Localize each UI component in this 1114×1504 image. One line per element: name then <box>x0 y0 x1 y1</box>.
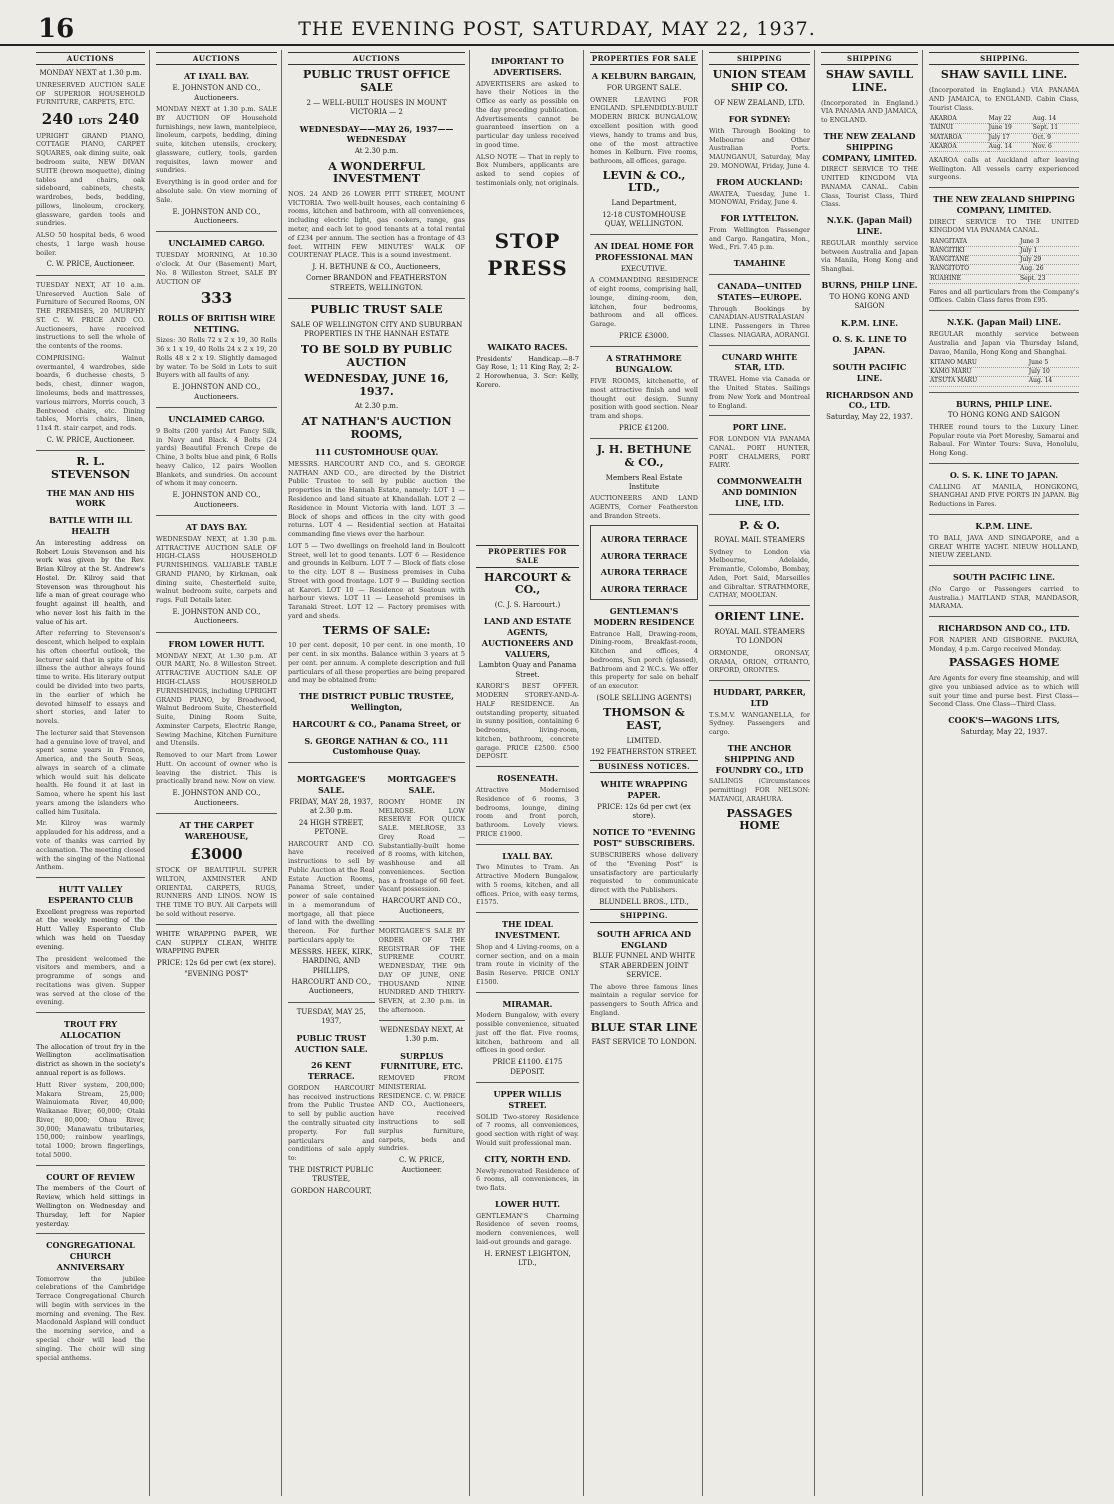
text-block: NOS. 24 AND 26 LOWER PITT STREET, MOUNT VICTORIA. Two well-built houses, each containing 6 rooms, kitchen and bathroom, with all conveniences, including electric light, gas cookers, range, gas meter, and each let to good tenants at a total rental of £234 per annum. The section has a frontage of 43 feet. WITHIN FEW MINUTES' WALK OF COURTENAY PLACE. This is a sound investment. <box>288 189 465 260</box>
text-block: TO BALI, JAVA AND SINGAPORE, and a GREAT WHITE YACHT. NIEUW HOLLAND, NIEUW ZEELAND. <box>929 533 1079 560</box>
levin-name: LEVIN & CO., LTD., <box>602 168 686 195</box>
auctioneer: E. JOHNSTON AND CO., Auctioneers. <box>172 491 261 509</box>
text-block: Mr. Kilroy was warmly applauded for his address, and a vote of thanks was carried by acclamation. The meeting closed with the singing of the National Anthem. <box>36 819 145 872</box>
agent-harcourt: HARCOURT & CO., Panama Street, or <box>292 718 461 729</box>
burns-philp: BURNS, PHILP LINE. <box>955 398 1053 409</box>
text-block: A COMMANDING RESIDENCE of eight rooms, comprising hall, lounge, dining-room, den, kitchen, four bedrooms, bathroom and all offices. Garage. <box>590 276 698 329</box>
leighton: H. ERNEST LEIGHTON, LTD., <box>484 1249 571 1268</box>
table-cell: KAMO MARU <box>929 368 1028 377</box>
auctioneer-address: Corner BRANDON and FEATHERSTON STREETS, WELLINGTON. <box>306 274 447 292</box>
auctioneer: C. W. PRICE, Auctioneer. <box>46 260 135 269</box>
text-block: MONDAY NEXT, At 1.30 p.m. AT OUR MART, No. 8 Willeston Street. ATTRACTIVE AUCTION SALE OF HIGH-CLASS HOUSEHOLD FURNISHINGS, including UPRIGHT GRAND PIANO, by Broadwood, Walnut Bedroom Suite, Chesterfield Suite, Dining Room Suite, Axminster Carpets, Electric Range, Sewing Machine, Kitchen Furniture and Utensils. <box>156 651 277 748</box>
lyall-bay-heading: LYALL BAY. <box>502 850 553 861</box>
anchor: THE ANCHOR SHIPPING AND FOUNDRY CO., LTD <box>715 742 804 775</box>
upper-willis: UPPER WILLIS STREET. <box>493 1089 562 1110</box>
table-cell: RANGITANE <box>929 256 1019 265</box>
column-1 <box>32 50 150 1496</box>
text-block: AUCTIONEERS AND LAND AGENTS, Corner Featherston and Brandon Streets. <box>590 494 698 520</box>
text-block: GORDON HARCOURT has received instructions from the Public Trustee to sell by public auction the centrally situated city property. For full particulars and conditions of sale apply to: <box>288 1083 375 1163</box>
court-body: The members of the Court of Review, which held sittings in Wellington on Wednesday and Thursday, left for Napier yesterday. <box>36 1184 145 1228</box>
passages-home: PASSAGES HOME <box>948 656 1060 670</box>
sole-agents: (SOLE SELLING AGENTS) <box>596 693 692 702</box>
text-block: UNRESERVED AUCTION SALE OF SUPERIOR HOUSEHOLD FURNITURE, CARPETS, ETC. <box>36 80 145 107</box>
price-3000: PRICE £3000. <box>619 332 669 341</box>
text-block: Modern Bungalow, with every possible convenience, situated just off the flat. Five rooms, kitchen, bathroom and all offices in good order. <box>476 1011 579 1055</box>
mortgagee-address: 24 HIGH STREET, PETONE. <box>298 818 364 837</box>
unclaimed-cargo: UNCLAIMED CARGO. <box>168 238 265 249</box>
table-cell: RANGITATA <box>929 238 1019 247</box>
port-line: PORT LINE. <box>732 422 787 433</box>
two-column-block <box>288 768 465 1198</box>
text-block: HARCOURT AND CO. have received instructions to sell by Public Auction at the Real Estate Auction Rooms, Panama Street, under power of sale contained in a memorandum of mortgage, all that piece of land with the dwelling thereon. For further particulars apply to: <box>288 839 375 944</box>
trout-title: TROUT FRY ALLOCATION <box>60 1019 121 1040</box>
table-row <box>929 359 1079 368</box>
harcourt-auctioneers: HARCOURT AND CO., Auctioneers, <box>291 978 372 996</box>
column-4 <box>472 50 584 1496</box>
text-block: SUBSCRIBERS whose delivery of the "Evening Post" is unsatisfactory are particularly requested to communicate direct with the Publishers. <box>590 851 698 895</box>
solicitors: MESSRS. HEEK, KIRK, HARDING, AND PHILLIPS, <box>289 947 373 975</box>
auctioneer: E. JOHNSTON AND CO., Auctioneers. <box>172 207 261 225</box>
osk-line: O. S. K. LINE TO JAPAN. <box>832 334 907 356</box>
agent-nathan: S. GEORGE NATHAN & CO., 111 Customhouse Quay. <box>304 735 449 757</box>
kpm-line: K.P.M. LINE. <box>840 317 899 328</box>
land-agents: LAND AND ESTATE AGENTS, AUCTIONEERS AND VALUERS, <box>481 616 574 659</box>
text-block: TUESDAY MORNING, At 10.30 o'clock. At Our (Basement) Mart, No. 8 Willeston Street, SALE BY AUCTION OF <box>156 251 277 286</box>
text-block: Tomorrow the jubilee celebrations of the Cambridge Terrace Congregational Church will begin with services in the morning and evening. The Rev. Macdonald Aspland will conduct the morning service, and a special choir will lead the singing. The choir will sing special anthems. <box>36 1274 145 1362</box>
text-block: WEDNESDAY NEXT, at 1.30 p.m. ATTRACTIVE AUCTION SALE OF HIGH-CLASS HOUSEHOLD FURNISHINGS. VALUABLE TABLE GRAND PIANO, by Kirkman, oak dining suite, Chesterfield suite, walnut bedroom suite, carpets and rugs. Full Details later. <box>156 534 277 605</box>
auction-heading: FROM LOWER HUTT. <box>168 638 265 649</box>
blue-star: BLUE STAR LINE <box>590 1020 698 1034</box>
city-north: CITY, NORTH END. <box>484 1153 571 1164</box>
table-row <box>929 377 1079 386</box>
agent-trustee-2: THE DISTRICT PUBLIC TRUSTEE, <box>288 1165 374 1184</box>
wrapping-paper: WHITE WRAPPING PAPER, WE CAN SUPPLY CLEAN, WHITE WRAPPING PAPER <box>156 929 277 956</box>
text-block: 10 per cent. deposit, 10 per cent. in one month, 10 per cent. in six months. Balance within 3 years at 5 per cent. per annum. A complete description and full particulars of all these properties are being prepared and may be obtained from: <box>288 641 465 685</box>
text-block: REGULAR monthly service between Australia and Japan via Manila, Hong Kong and Shanghai. <box>821 238 918 274</box>
text-block: (Incorporated in England.) VIA PANAMA AND JAMAICA, to ENGLAND. <box>821 98 918 125</box>
blundell: BLUNDELL BROS., LTD., <box>599 897 689 906</box>
table-row <box>929 256 1079 265</box>
auctioneer: E. JOHNSTON AND CO., Auctioneers. <box>172 383 261 401</box>
table-cell: Aug. 14 <box>1032 115 1079 124</box>
aurora: AURORA TERRACE <box>600 584 688 595</box>
union-sub: OF NEW ZEALAND, LTD. <box>714 98 805 107</box>
waikato-races: WAIKATO RACES. <box>487 341 568 352</box>
table-cell: June 19 <box>988 124 1032 133</box>
section-header-shipping: SHIPPING <box>821 52 918 65</box>
table-cell: ATSUTA MARU <box>929 377 1028 386</box>
price-1200: PRICE £1200. <box>619 423 669 432</box>
table-row <box>929 265 1079 274</box>
table-cell: Oct. 9 <box>1032 133 1079 142</box>
text-block: Removed to our Mart from Lower Hutt. On account of owner who is leaving the district. This is practically brand new. Now on view. <box>156 751 277 786</box>
text-block: REGULAR monthly service between Australia and Japan via Thursday Island, Davao, Manila, Hong Kong and Shanghai. <box>929 329 1079 356</box>
table-cell: Nov. 6 <box>1032 142 1079 151</box>
aurora: AURORA TERRACE <box>600 533 688 544</box>
text-block: The president welcomed the visitors and members, and a programme of songs and recitations was given. Supper was served at the close of the evening. <box>36 954 145 1007</box>
newspaper-title: THE EVENING POST, SATURDAY, MAY 22, 1937. <box>298 18 816 40</box>
public-trust-sale: PUBLIC TRUST SALE <box>310 303 443 317</box>
waikato-results: Presidents' Handicap.—8-7 Gay Rose, 1; 11 King Ray, 2; 2-2 Horowhenua, 3. Scr: Kelly, Korero. <box>476 354 579 389</box>
table-cell: KITANO MARU <box>929 359 1028 368</box>
column-2 <box>152 50 282 1496</box>
print-date: Saturday, May 22, 1937. <box>960 727 1048 736</box>
section-header-shipping: SHIPPING. <box>929 52 1079 65</box>
nyk-table <box>929 359 1079 386</box>
section-header-shipping: SHIPPING <box>709 52 810 65</box>
auction-time: At 2.30 p.m. <box>354 402 399 411</box>
text-block: ORMONDE, ORONSAY, ORAMA, ORION, OTRANTO, ORFORD, ORONTES. <box>709 648 810 675</box>
shaw-savill: SHAW SAVILL LINE. <box>940 68 1068 82</box>
bethune-name: J. H. BETHUNE & CO., <box>596 443 692 469</box>
orient-line: ORIENT LINE. <box>714 610 805 624</box>
wire-netting: ROLLS OF BRITISH WIRE NETTING. <box>157 312 276 334</box>
text-block: COMPRISING: Walnut overmantel, 4 wardrobes, side boards, 6 duchesse chests, 5 beds, chest, dinner wagon, linoleums, beds and mattresses, various mirrors, Morris couch, 3 Bentwood chairs, etc. Dining tables, Morris chairs, linen, 11x4 ft. stair carpet, and rods. <box>36 353 145 433</box>
text-block: CALLING AT MANILA, HONGKONG, SHANGHAI AND FIVE PORTS IN JAPAN. Big Reductions in Fares. <box>929 482 1079 509</box>
cooks: COOK'S—WAGONS LITS, <box>948 715 1060 726</box>
section-header-business: BUSINESS NOTICES. <box>590 760 698 773</box>
text-block: DIRECT SERVICE TO THE UNITED KINGDOM VIA PANAMA CANAL. Cabin Class, Tourist Class, Third Class. <box>821 165 918 209</box>
text-block: (No Cargo or Passengers carried to Australia.) MAITLAND STAR, MANDASOR, MARAMA. <box>929 584 1079 611</box>
sailings-table <box>929 115 1079 151</box>
table-cell: AKAROA <box>929 142 988 151</box>
wednesday-next: WEDNESDAY NEXT, At 1.30 p.m. <box>380 1025 464 1044</box>
public-auction: TO BE SOLD BY PUBLIC AUCTION <box>300 342 453 369</box>
table-row <box>929 133 1079 142</box>
public-trust-title: PUBLIC TRUST OFFICE SALE <box>303 68 450 95</box>
hannah-estate: SALE OF WELLINGTON CITY AND SUBURBAN PROPERTIES IN THE HANNAH ESTATE <box>290 320 463 339</box>
text-block: OWNER LEAVING FOR ENGLAND. SPLENDIDLY-BUILT MODERN BRICK BUNGALOW, excellent position with good views, handy to trams and bus, one of the most attractive homes in Kelburn. Five rooms, bathroom, all offices, garage. <box>590 95 698 166</box>
trout-body: The allocation of trout fry in the Wellington acclimatisation district as shown in the society's annual report is as follows. <box>36 1042 145 1077</box>
table-cell: Aug. 14 <box>988 142 1032 151</box>
wire-lots: 333 <box>200 289 233 308</box>
roseneath-heading: ROSENEATH. <box>497 773 558 784</box>
price-line: PRICE: 12s 6d per cwt (ex store). <box>157 959 276 968</box>
harcourt-auctioneers: HARCOURT AND CO., Auctioneers, <box>381 897 462 915</box>
column-6 <box>705 50 815 1496</box>
auctioneer: C. W. PRICE, Auctioneer. <box>46 435 135 444</box>
auction-date-3: TUESDAY, MAY 25, 1937, <box>296 1007 366 1026</box>
price-cash: PRICE £1100. £175 DEPOSIT. <box>492 1058 563 1076</box>
esperanto-body: Excellent progress was reported at the weekly meeting of the Hutt Valley Esperanto Club which was held on Tuesday evening. <box>36 907 145 951</box>
text-block: The above three famous lines maintain a regular service for passengers to South Africa and England. <box>590 982 698 1017</box>
text-block: Two Minutes to Tram. An Attractive Modern Bungalow, with 5 rooms, kitchen, and all offices. Price, with easy terms, £1575. <box>476 863 579 907</box>
text-block: Hutt River system, 200,000; Makara Stream, 25,000; Wainuiomata River, 40,000; Waikanae River, 60,000; Otaki River, 80,000; Ohau River, 30,000; Manawatu tributaries, 150,000; rainbow yearlings, total 1000; brown fingerlings, total 5000. <box>36 1080 145 1159</box>
mortgagee-title: MORTGAGEE'S SALE. <box>296 774 366 795</box>
text-block: SAILINGS (Circumstances permitting) FOR NELSON: MATANGI, ARAHURA. <box>709 777 810 803</box>
blank-space <box>476 393 579 543</box>
auction-line: MONDAY NEXT at 1.30 p.m. <box>39 69 142 78</box>
nz-shipping: THE NEW ZEALAND SHIPPING COMPANY, LIMITED. <box>822 131 917 163</box>
shaw-savill: SHAW SAVILL LINE. <box>825 68 914 95</box>
table-cell: May 22 <box>988 115 1032 124</box>
article-title: R. L. STEVENSON <box>50 455 131 481</box>
auction-venue: AT NATHAN'S AUCTION ROOMS, <box>301 414 452 441</box>
text-block: ADVERTISERS are asked to have their Notices in the Office as early as possible on the day preceding publication. Advertisements cannot be guaranteed insertion on a particular day unless received in good time. <box>476 79 579 149</box>
for-sydney: FOR SYDNEY: <box>728 114 791 125</box>
text-block: TRAVEL Home via Canada or the United States. Sailings from New York and Montreal to England. <box>709 375 810 410</box>
church-title: CONGREGATIONAL CHURCH ANNIVERSARY <box>46 1240 135 1272</box>
text-block: Sizes: 30 Rolls 72 x 2 x 19, 30 Rolls 36 x 1 x 19, 40 Rolls 24 x 2 x 19, 20 Rolls 48 x 2 x 19. Slightly damaged by water. To be Sold in Lots to suit Buyers with all faults of any. <box>156 336 277 380</box>
for-lyttelton: FOR LYTTELTON. <box>720 213 799 224</box>
auction-date-2: WEDNESDAY, JUNE 16, 1937. <box>304 372 449 398</box>
table-cell: RUAHINE <box>929 274 1019 283</box>
text-block: LOT 5 — Two dwellings on freehold land in Boulcott Street, well let to good tenants. LOT 6 — Residence and grounds in Kelburn. LOT 7 — Block of flats close to the city. LOT 8 — Business premises in Cuba Street with good frontage. LOT 9 — Building section at Karori. LOT 10 — Residence at Seatoun with harbour views. LOT 11 — Leasehold premises in Taranaki Street. LOT 12 — Factory premises with yard and sheds. <box>288 541 465 620</box>
section-header-shipping: SHIPPING. <box>590 909 698 922</box>
passages-home: PASSAGES HOME <box>726 806 793 833</box>
harcourt-address: Lambton Quay and Panama Street. <box>478 661 577 679</box>
text-block: Newly-renovated Residence of 6 rooms, all conveniences, in two flats. <box>476 1166 579 1193</box>
strathmore: A STRATHMORE BUNGALOW. <box>606 353 682 375</box>
text-block: FIVE ROOMS, kitchenette, of most attractive finish and well thought out design. Sunny position with good section. Near tram and shops. <box>590 377 698 421</box>
text-block: KARORI'S BEST OFFER. MODERN STOREY-AND-A-HALF RESIDENCE. An outstanding property, situated in sunny position, containing 6 bedrooms, living-room, kitchen, bathroom, concrete garage. PRICE £2500. £500 DEPOSIT. <box>476 682 579 761</box>
table-row <box>929 115 1079 124</box>
table-row <box>929 247 1079 256</box>
section-header-auctions: AUCTIONS <box>36 52 145 65</box>
auction-sale-title: PUBLIC TRUST AUCTION SALE. <box>294 1032 368 1054</box>
thomson-sub: LIMITED. <box>626 736 662 745</box>
table-cell: TAINUI <box>929 124 988 133</box>
kelburn-sub: FOR URGENT SALE. <box>606 84 682 93</box>
text-block: FOR LONDON VIA PANAMA CANAL. PORT HUNTER, PORT CHALMERS, PORT FAIRY. <box>709 435 810 470</box>
text-block: 9 Bolts (200 yards) Art Fancy Silk, in Navy and Black. 4 Bolts (24 yards) Beautiful French Crepe de Chine, 3 bolts blue and pink, 6 Rolls heavy Calico, 12 pairs Woollen Blankets, and sundries. On account of whom it may concern. <box>156 426 277 488</box>
tamahine: TAMAHINE <box>733 258 786 269</box>
public-trust-subtitle: 2 — WELL-BUILT HOUSES IN MOUNT VICTORIA — 2 <box>306 98 447 117</box>
po-line: P. & O. <box>739 518 780 532</box>
auction-time: At 2.30 p.m. <box>354 147 399 156</box>
text-block: GENTLEMAN'S Charming Residence of seven rooms, modern conveniences, well laid-out grounds and garage. <box>476 1211 579 1246</box>
royal-mail: ROYAL MAIL STEAMERS <box>714 536 805 545</box>
thomson-address: 192 FEATHERSTON STREET. <box>591 748 697 757</box>
text-block: AWATEA, Tuesday, June 1. MONOWAI, Friday, June 4. <box>709 189 810 207</box>
table-row <box>929 124 1079 133</box>
stop-press: STOP PRESS <box>487 228 568 280</box>
residence-heading: GENTLEMAN'S MODERN RESIDENCE <box>593 605 695 627</box>
table-cell: July 10 <box>1028 368 1079 377</box>
section-header-properties: PROPERTIES FOR SALE <box>590 52 698 65</box>
surplus-title: SURPLUS FURNITURE, ETC. <box>380 1050 464 1072</box>
kpm-line: K.P.M. LINE. <box>975 520 1033 531</box>
auction-heading: AT DAYS BAY. <box>185 522 248 533</box>
column-5 <box>586 50 703 1496</box>
table-cell: Aug. 14 <box>1028 377 1079 386</box>
blue-star-sub: FAST SERVICE TO LONDON. <box>591 1038 697 1047</box>
south-pacific: SOUTH PACIFIC LINE. <box>832 361 907 383</box>
text-block: (Incorporated in England.) VIA PANAMA AND JAMAICA, to ENGLAND. Cabin Class, Tourist Class. <box>929 86 1079 112</box>
union-steam: UNION STEAM SHIP CO. <box>712 68 807 95</box>
auctioneer: E. JOHNSTON AND CO., Auctioneers. <box>172 789 261 807</box>
burns-philp: BURNS, PHILP LINE. <box>821 279 918 290</box>
text-block: Attractive Modernised Residence of 6 rooms, 3 bedrooms, lounge, dining room and front porch, bathroom. Lovely views. PRICE £1900. <box>476 785 579 838</box>
auction-venue-address: 111 CUSTOMHOUSE QUAY. <box>314 447 439 458</box>
auctioneer: J. H. BETHUNE & CO., Auctioneers, <box>312 263 441 272</box>
blue-funnel: BLUE FUNNEL AND WHITE STAR ABERDEEN JOINT SERVICE. <box>592 952 696 980</box>
aurora: AURORA TERRACE <box>600 550 688 561</box>
auction-date: WEDNESDAY——MAY 26, 1937——WEDNESDAY <box>299 123 454 145</box>
nyk-line: N.Y.K. (Japan Mail) LINE. <box>947 317 1061 328</box>
royal-mail-2: ROYAL MAIL STEAMERS TO LONDON <box>714 627 805 646</box>
table-row <box>929 238 1079 247</box>
bethune-sub: Members Real Estate Institute <box>605 473 683 492</box>
article-body: An interesting address on Robert Louis Stevenson and his work was given by the Rev. Brian Kilroy at the St. Andrew's Hostel. Dr. Kilroy said that Stevenson was throughout his life a man of great courage who fought against ill health, and who never lost his faith in the value of his art. <box>36 538 145 626</box>
harcourt-name: HARCOURT & CO., <box>484 570 571 597</box>
stock-value: £3000 <box>190 844 243 863</box>
table-cell: Sept. 23 <box>1019 274 1079 283</box>
article-subtitle-2: BATTLE WITH ILL HEALTH <box>49 515 132 536</box>
table-cell: AKAROA <box>929 115 988 124</box>
huddart: HUDDART, PARKER, LTD <box>713 687 806 708</box>
from-auckland: FROM AUCKLAND: <box>716 176 803 187</box>
text-block: T.S.M.V. WANGANELLA, for Sydney. Passengers and cargo. <box>709 710 810 737</box>
south-africa: SOUTH AFRICA AND ENGLAND <box>596 928 692 950</box>
text-block: Are Agents for every fine steamship, and will give you unbiased advice as to which will suit your time and purse best. First Class—Second Class. One Class—Third Class. <box>929 674 1079 709</box>
terms-heading: TERMS OF SALE: <box>322 623 431 637</box>
text-block: The lecturer said that Stevenson had a genuine love of travel, and spent some years in France, America, and the South Seas, always in search of a climate which would suit his delicate health. He found it at last in Samoa, where he spent his last years among the islanders who called him Tusitala. <box>36 728 145 816</box>
ideal-investment: THE IDEAL INVESTMENT. <box>494 919 561 940</box>
mortgagee-date: FRIDAY, MAY 28, 1937, at 2.30 p.m. <box>289 797 374 816</box>
canada-line: CANADA—UNITED STATES—EUROPE. <box>717 281 802 302</box>
column-7 <box>817 50 923 1496</box>
text-block: Everything is in good order and for absolute sale. On view morning of Sale. <box>156 178 277 204</box>
table-cell: July 29 <box>1019 256 1079 265</box>
text-block: MONDAY NEXT at 1.30 p.m. SALE BY AUCTION OF Household furnishings, new lawn, mantelpiece, linoleum, carpets, bedding, dining suite, kitchen utensils, crockery, glassware, cutlery, tools, garden requisites, lawn mower and sundries. <box>156 105 277 175</box>
publisher: "EVENING POST" <box>184 970 249 979</box>
agent-trustee: THE DISTRICT PUBLIC TRUSTEE, Wellington, <box>299 691 454 712</box>
auction-address: 26 KENT TERRACE. <box>307 1060 355 1082</box>
table-cell: June 3 <box>1019 238 1079 247</box>
text-block: Shop and 4 Living-rooms, on a corner section, and on a main tram route in vicinity of the Basin Reserve. PRICE ONLY £1500. <box>476 942 579 986</box>
text-block: ALSO NOTE — That in reply to Box Numbers, applicants are asked to send copies of testimonials only, not originals. <box>476 152 579 188</box>
text-block: REMOVED FROM MINISTERIAL RESIDENCE. C. W. PRICE AND CO., Auctioneers, have received instructions to sell surplus furniture, carpets, beds and sundries. <box>378 1074 465 1153</box>
table-cell: July 17 <box>988 133 1032 142</box>
richardson: RICHARDSON AND CO., LTD. <box>825 389 914 411</box>
richardson: RICHARDSON AND CO., LTD. <box>938 623 1070 634</box>
text-block: Through Bookings by CANADIAN-AUSTRALASIAN LINE. Passengers in Three Classes. NIAGARA, AORANGI. <box>709 304 810 339</box>
nyk-line: N.Y.K. (Japan Mail) LINE. <box>826 215 913 237</box>
headline: A WONDERFUL INVESTMENT <box>328 159 425 186</box>
osk-line: O. S. K. LINE TO JAPAN. <box>949 469 1059 480</box>
text-block: AKAROA calls at Auckland after leaving Wellington. All vessels carry experienced surgeons. <box>929 155 1079 182</box>
aurora-box <box>590 525 698 600</box>
mortgagee-block-2 <box>379 768 466 1198</box>
table-cell: July 1 <box>1019 247 1079 256</box>
column-3 <box>284 50 470 1496</box>
section-header-auctions: AUCTIONS <box>288 52 465 65</box>
lots-count: 240 LOTS 240 <box>41 110 140 129</box>
masthead <box>0 0 1114 46</box>
print-date: Saturday, May 22, 1937. <box>826 413 913 422</box>
table-cell: MATAROA <box>929 133 988 142</box>
text-block: FOR NAPIER AND GISBORNE. PAKURA, Monday, 4 p.m. Cargo received Monday. <box>929 635 1079 653</box>
esperanto-title: HUTT VALLEY ESPERANTO CLUB <box>47 884 134 905</box>
text-block: Entrance Hall, Drawing-room, Dining-room, Breakfast-room, Kitchen and offices, 4 bedrooms, Sun porch (glassed), Bathroom and 2 W.C.s. We offer this property for sale on behalf of an executor. <box>590 629 698 691</box>
auctioneer: C. W. PRICE, Auctioneer. <box>399 1156 445 1174</box>
cunard: CUNARD WHITE STAR, LTD. <box>721 351 798 373</box>
text-block: From Wellington Passenger and Cargo. Rangatira, Mon., Wed., Fri. 7.45 p.m. <box>709 225 810 252</box>
table-cell: RANGITOTO <box>929 265 1019 274</box>
text-block: After referring to Stevenson's descent, which helped to explain his often cheerful outlook, the lecturer said that in spite of his illness the author always found time to write. His literary output could be divided into two parts, in the earlier of which he devoted himself to essays and short stories, and later to novels. <box>36 629 145 726</box>
text-block: ALSO 50 hospital beds, 6 wood chests, 1 large wash house boiler. <box>36 231 145 257</box>
text-block: THREE round tours to the Luxury Liner. Popular route via Port Moresby, Samarai and Rabaul. For Winter Tours: Suva, Honolulu, Hong Kong. <box>929 422 1079 458</box>
kelburn-heading: A KELBURN BARGAIN, <box>591 71 697 82</box>
lower-hutt: LOWER HUTT. <box>494 1198 561 1209</box>
price-line: PRICE: 12s 6d per cwt (ex store). <box>597 802 691 820</box>
miramar-heading: MIRAMAR. <box>502 998 553 1009</box>
text-block: MORTGAGEE'S SALE BY ORDER OF THE REGISTRAR OF THE SUPREME COURT. WEDNESDAY, THE 9th DAY OF JUNE, ONE THOUSAND NINE HUNDRED AND THIRTY-SEVEN, at 2.30 p.m. in the afternoon. <box>378 927 465 1014</box>
text-block: With Through Booking to Melbourne and Other Australian Ports. MAUNGANUI, Saturday, May 29. MONOWAI, Friday, June 4. <box>709 126 810 171</box>
text-block: STOCK OF BEAUTIFUL SUPER WILTON, AXMINSTER AND ORIENTAL CARPETS, RUGS, RUNNERS AND LINOS. NOW IS THE TIME TO BUY. All Carpets will be sold without reserve. <box>156 866 277 918</box>
text-block: DIRECT SERVICE TO THE UNITED KINGDOM VIA PANAMA CANAL. <box>929 217 1079 235</box>
table-row <box>929 142 1079 151</box>
agent-gordon: GORDON HARCOURT, <box>290 1186 372 1195</box>
auction-heading: AT THE CARPET WAREHOUSE, <box>179 820 254 841</box>
table-cell: Aug. 26 <box>1019 265 1079 274</box>
text-block: Sydney to London via Melbourne, Adelaide, Fremantle, Colombo, Bombay, Aden, Port Said, Marseilles and Gibraltar. STRATHMORE, CATHAY, MOOLTAN. <box>709 547 810 600</box>
levin-address: 12-18 CUSTOMHOUSE QUAY, WELLINGTON. <box>602 210 686 228</box>
levin-sub: Land Department, <box>611 199 677 208</box>
section-header-auctions: AUCTIONS <box>156 52 277 65</box>
table-row <box>929 274 1079 283</box>
thomson-name: THOMSON & EAST, <box>603 706 685 732</box>
table-cell: Sept. 11 <box>1032 124 1079 133</box>
nz-shipping: THE NEW ZEALAND SHIPPING COMPANY, LIMITED. <box>933 194 1075 215</box>
auctioneer: E. JOHNSTON AND CO., Auctioneers. <box>172 84 261 102</box>
mortgagee-block <box>288 768 375 1198</box>
text-block: MESSRS. HARCOURT AND CO., and S. GEORGE NATHAN AND CO., are directed by the District Public Trustee to sell by public auction the properties in the Hannah Estate, namely: LOT 1 — Residence and land situate at Khandallah. LOT 2 — Residence in Mount Victoria with land. LOT 3 — Block of shops and offices in the city with good returns. LOT 4 — Residential section at Hataitai commanding fine views over the harbour. <box>288 459 465 539</box>
text-block: UPRIGHT GRAND PIANO, COTTAGE PIANO, CARPET SQUARES, oak dining suite, oak bedroom suite, NEW DIVAN SUITE (brown moquette), dining tables and chairs, oak sideboard, cabinets, chests, wardrobes, beds, bedding, pillows, linoleum, crockery, glassware, garden tools and sundries. <box>36 131 145 228</box>
page-number: 16 <box>38 14 75 44</box>
text-block: SOLID Two-storey Residence of 7 rooms, all conveniences, good section with right of way. Would suit professional man. <box>476 1112 579 1148</box>
aurora: AURORA TERRACE <box>600 567 688 578</box>
mortgagee-title: MORTGAGEE'S SALE. <box>387 774 457 795</box>
text-block: ROOMY HOME IN MELROSE. LOW RESERVE FOR QUICK SALE. MELROSE, 33 Grey Road — Substantially-built home of 8 rooms, with kitchen, washhouse and all conveniences. Section has a frontage of 60 feet. Vacant possession. <box>378 797 465 894</box>
court-title: COURT OF REVIEW <box>46 1171 135 1182</box>
nz-shipping-table <box>929 238 1079 283</box>
harcourt-sub: (C. J. S. Harcourt.) <box>494 600 561 609</box>
text-block: TUESDAY NEXT, AT 10 a.m. Unreserved Auction Sale of Furniture of Secured Rooms, ON THE PREMISES, 20 MURPHY ST. C. W. PRICE AND CO. Auctioneers, have received instructions to sell the whole of the contents of the rooms. <box>36 280 145 351</box>
burns-sub: TO HONG KONG AND SAIGON <box>829 292 910 311</box>
auction-heading: AT LYALL BAY. <box>183 71 250 82</box>
table-cell: RANGITIKI <box>929 247 1019 256</box>
south-pacific: SOUTH PACIFIC LINE. <box>953 572 1055 583</box>
subscribers-notice: NOTICE TO "EVENING POST" SUBSCRIBERS. <box>592 827 696 849</box>
text-block: Fares and all particulars from the Company's Offices. Cabin Class fares from £95. <box>929 287 1079 305</box>
important-notice: IMPORTANT TO ADVERTISERS. <box>491 56 564 77</box>
article-subtitle: THE MAN AND HIS WORK <box>46 487 135 509</box>
auctioneer: E. JOHNSTON AND CO., Auctioneers. <box>172 608 261 626</box>
burns-sub: TO HONG KONG AND SAIGON <box>947 411 1061 420</box>
executive: EXECUTIVE. <box>620 264 668 273</box>
table-cell: June 5 <box>1028 359 1079 368</box>
section-header-properties: PROPERTIES FOR SALE <box>476 545 579 568</box>
column-8 <box>925 50 1083 1496</box>
unclaimed-cargo: UNCLAIMED CARGO. <box>168 414 265 425</box>
table-row <box>929 368 1079 377</box>
ideal-home: AN IDEAL HOME FOR PROFESSIONAL MAN <box>594 241 694 263</box>
wrapping-paper: WHITE WRAPPING PAPER. <box>600 778 688 800</box>
commonwealth: COMMONWEALTH AND DOMINION LINE, LTD. <box>716 476 803 508</box>
